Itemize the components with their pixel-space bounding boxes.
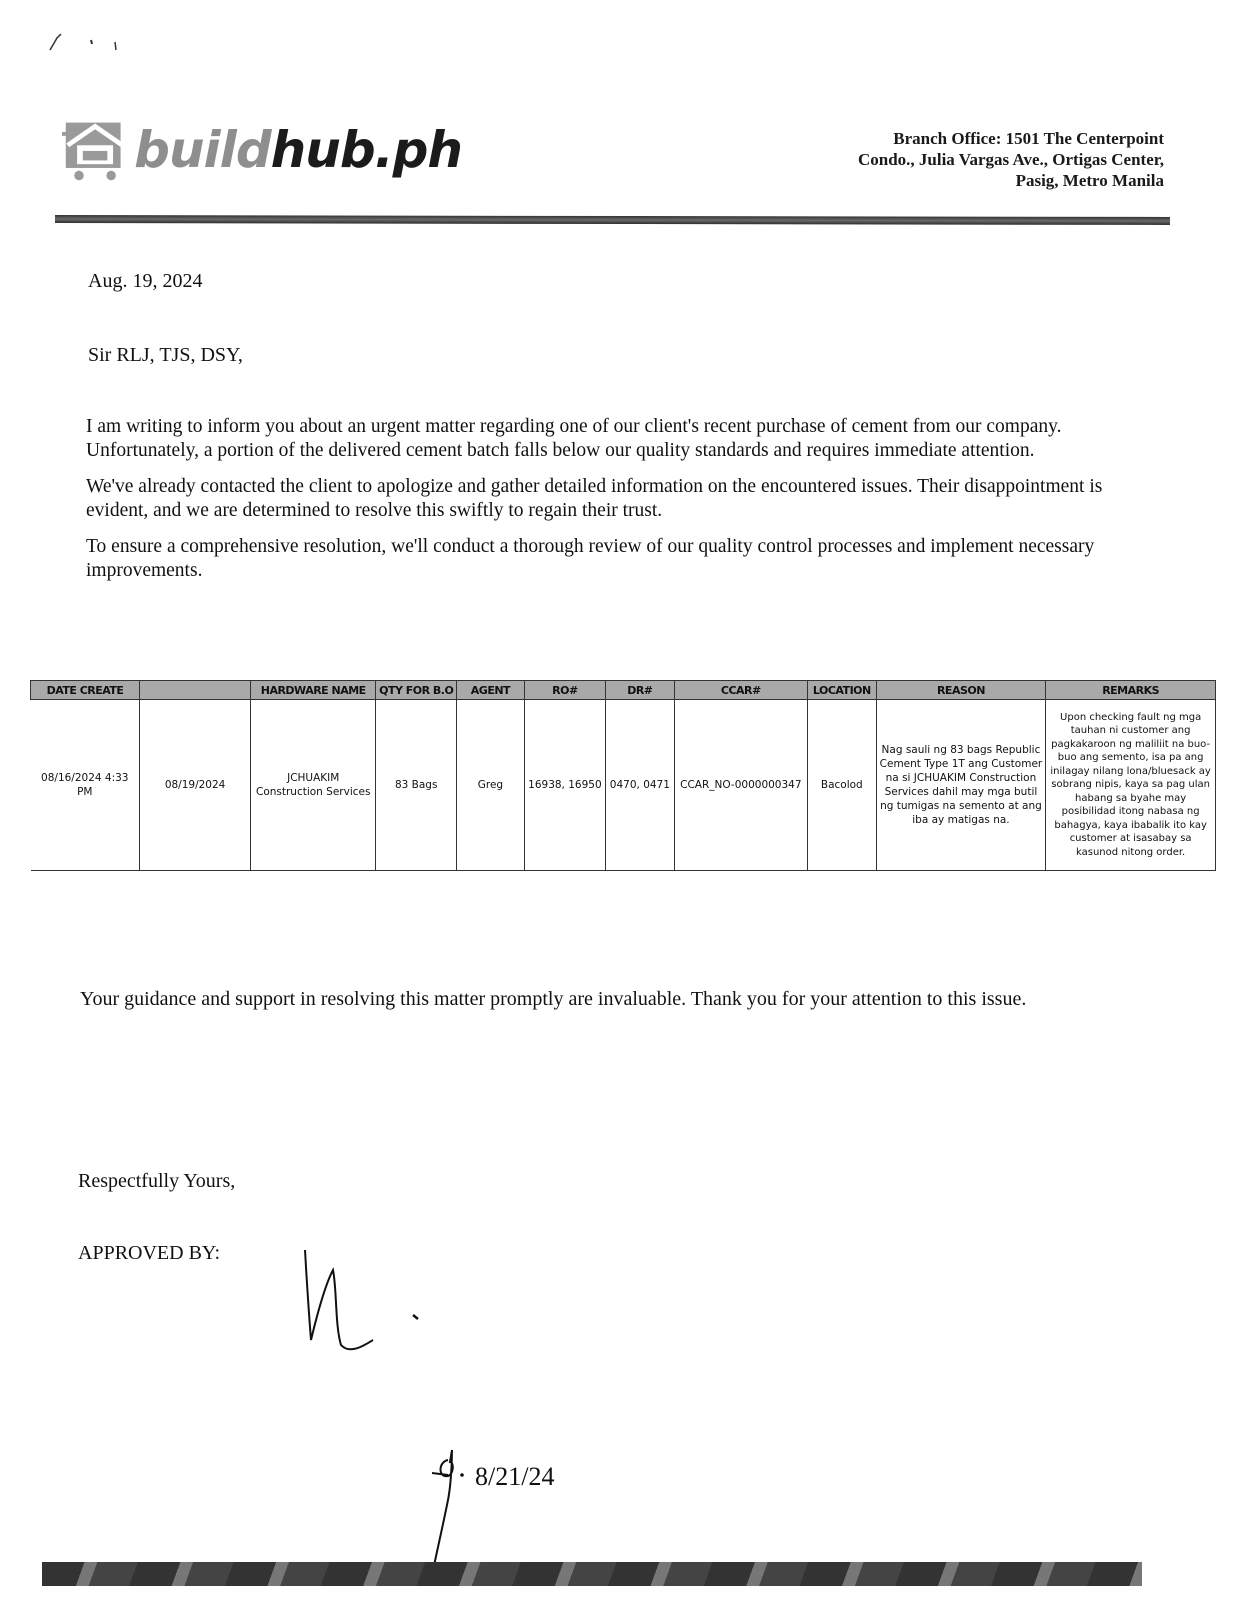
col-header-ro: RO# [524, 681, 605, 700]
cell-hardware-name: JCHUAKIM Construction Services [251, 700, 376, 871]
col-header-date-create: DATE CREATE [31, 681, 140, 700]
company-logo [62, 112, 462, 188]
logo-text-build: build [134, 121, 271, 179]
cell-ro: 16938, 16950 [524, 700, 605, 871]
footer-bar [42, 1562, 1142, 1586]
address-line: Branch Office: 1501 The Centerpoint [893, 129, 1164, 148]
body-paragraph: To ensure a comprehensive resolution, we'll conduct a thorough review of our quality control processes and implement necessary improvements. [86, 536, 1095, 581]
col-header-qty: QTY FOR B.O [376, 681, 457, 700]
cell-agent: Greg [457, 700, 525, 871]
sign-off: Respectfully Yours, [78, 1170, 236, 1192]
body-paragraph: I am writing to inform you about an urgent matter regarding one of our client's recent purchase of cement from our company. Unfortunately, a portion of the delivered cement batch falls below our quality standards and requires immediate attention. [86, 416, 1062, 461]
cell-date: 08/19/2024 [140, 700, 251, 871]
col-header-blank [140, 681, 251, 700]
handwritten-date: 8/21/24 [475, 1462, 555, 1491]
branch-address [744, 128, 1164, 191]
closing-paragraph: Your guidance and support in resolving this matter promptly are invaluable. Thank you for your attention to this issue. [80, 988, 1027, 1010]
col-header-ccar: CCAR# [674, 681, 807, 700]
body-paragraph: We've already contacted the client to apologize and gather detailed information on the encountered issues. Their disappointment is evident, and we are determined to resolve this swiftly to regain their trust. [86, 476, 1103, 521]
cell-reason: Nag sauli ng 83 bags Republic Cement Type 1T ang Customer na si JCHUAKIM Construction Services dahil may mga butil ng tumigas na semento at ang iba ay matigas na. [876, 700, 1046, 871]
cell-dr: 0470, 0471 [606, 700, 675, 871]
stray-pen-marks [45, 28, 135, 58]
logo-text-hub: hub.ph [270, 121, 462, 179]
house-cart-icon [62, 115, 128, 185]
cell-date-create: 08/16/2024 4:33 PM [31, 700, 140, 871]
cell-location: Bacolod [807, 700, 876, 871]
salutation: Sir RLJ, TJS, DSY, [88, 344, 243, 366]
bad-order-table [30, 680, 1216, 871]
letter-body [86, 415, 1166, 595]
approved-by-label: APPROVED BY: [78, 1242, 221, 1264]
table-row [31, 700, 1216, 871]
cell-qty: 83 Bags [376, 700, 457, 871]
col-header-dr: DR# [606, 681, 675, 700]
col-header-agent: AGENT [457, 681, 525, 700]
letter-date: Aug. 19, 2024 [88, 270, 203, 292]
address-line: Condo., Julia Vargas Ave., Ortigas Center, [857, 150, 1164, 169]
col-header-location: LOCATION [807, 681, 876, 700]
col-header-remarks: REMARKS [1046, 681, 1216, 700]
header-divider [55, 215, 1170, 225]
col-header-reason: REASON [876, 681, 1046, 700]
logo-wordmark [134, 121, 462, 179]
table-header-row [31, 681, 1216, 700]
address-line: Pasig, Metro Manila [1015, 171, 1164, 190]
col-header-hardware-name: HARDWARE NAME [251, 681, 376, 700]
cell-ccar: CCAR_NO-0000000347 [674, 700, 807, 871]
cell-remarks: Upon checking fault ng mga tauhan ni customer ang pagkakaroon ng maliliit na buo-buo ang semento, isa pa ang inilagay nilang lona/bluesack ay sobrang nipis, kaya sa pag ulan habang sa byahe may posibilidad itong nabasa ng bahagya, kaya ibabalik ito kay customer at isasabay sa kasunod nitong order. [1046, 700, 1216, 871]
approver-signature [295, 1245, 435, 1360]
